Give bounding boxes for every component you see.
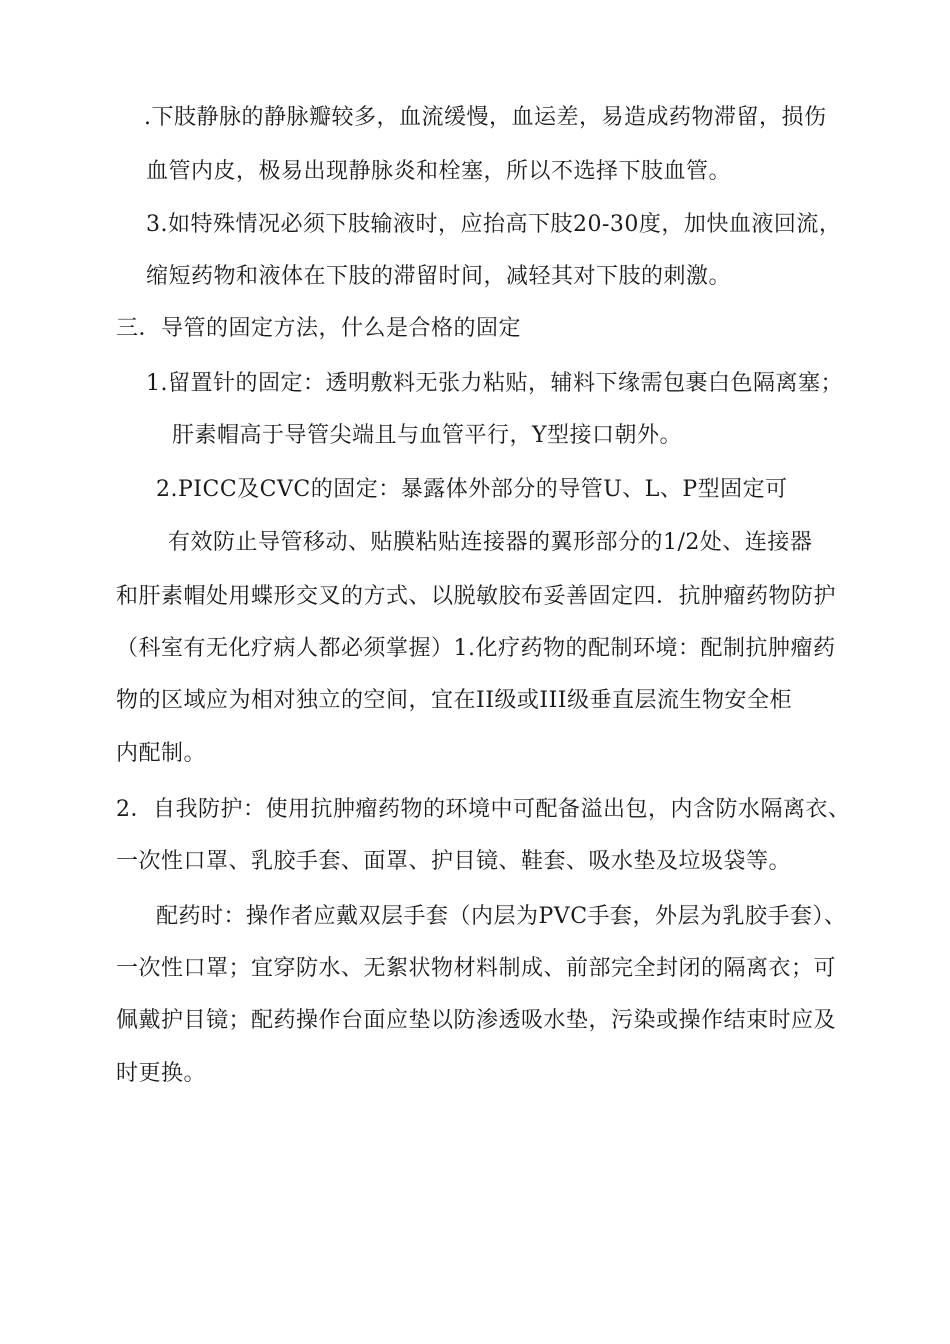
text-line-19: 时更换。 [116, 1061, 207, 1086]
text-line-14: 2．自我防护：使用抗肿瘤药物的环境中可配备溢出包，内含防水隔离衣、 [116, 797, 851, 822]
text-line-2: 血管内皮，极易出现静脉炎和栓塞，所以不选择下肢血管。 [146, 159, 732, 184]
text-line-7: 肝素帽高于导管尖端且与血管平行，Y型接口朝外。 [172, 423, 683, 448]
section-heading: 三．导管的固定方法，什么是合格的固定 [116, 316, 522, 341]
text-line-8: 2.PICC及CVC的固定：暴露体外部分的导管U、L、P型固定可 [156, 477, 788, 502]
text-line-16: 配药时：操作者应戴双层手套（内层为PVC手套，外层为乳胶手套）、 [156, 904, 847, 929]
text-line-13: 内配制。 [116, 741, 207, 766]
text-line-11: （科室有无化疗病人都必须掌握）1.化疗药物的配制环境：配制抗肿瘤药 [116, 636, 836, 661]
text-line-6: 1.留置针的固定：透明敷料无张力粘贴，辅料下缘需包裹白色隔离塞； [146, 371, 843, 396]
text-line-12: 物的区域应为相对独立的空间，宜在II级或III级垂直层流生物安全柜 [116, 688, 792, 713]
text-line-17: 一次性口罩；宜穿防水、无絮状物材料制成、前部完全封闭的隔离衣；可 [116, 956, 837, 981]
text-line-1: .下肢静脉的静脉瓣较多，血流缓慢，血运差，易造成药物滞留，损伤 [144, 105, 827, 130]
text-line-9: 有效防止导管移动、贴膜粘贴连接器的翼形部分的1/2处、连接器 [168, 530, 813, 555]
text-line-3: 3.如特殊情况必须下肢输液时，应抬高下肢20-30度，加快血液回流， [146, 212, 842, 237]
text-line-15: 一次性口罩、乳胶手套、面罩、护目镜、鞋套、吸水垫及垃圾袋等。 [116, 849, 792, 874]
text-line-10: 和肝素帽处用蝶形交叉的方式、以脱敏胶布妥善固定四．抗肿瘤药物防护 [116, 584, 837, 609]
text-line-4: 缩短药物和液体在下肢的滞留时间，减轻其对下肢的刺激。 [146, 264, 732, 289]
text-line-18: 佩戴护目镜；配药操作台面应垫以防渗透吸水垫，污染或操作结束时应及 [116, 1008, 837, 1033]
